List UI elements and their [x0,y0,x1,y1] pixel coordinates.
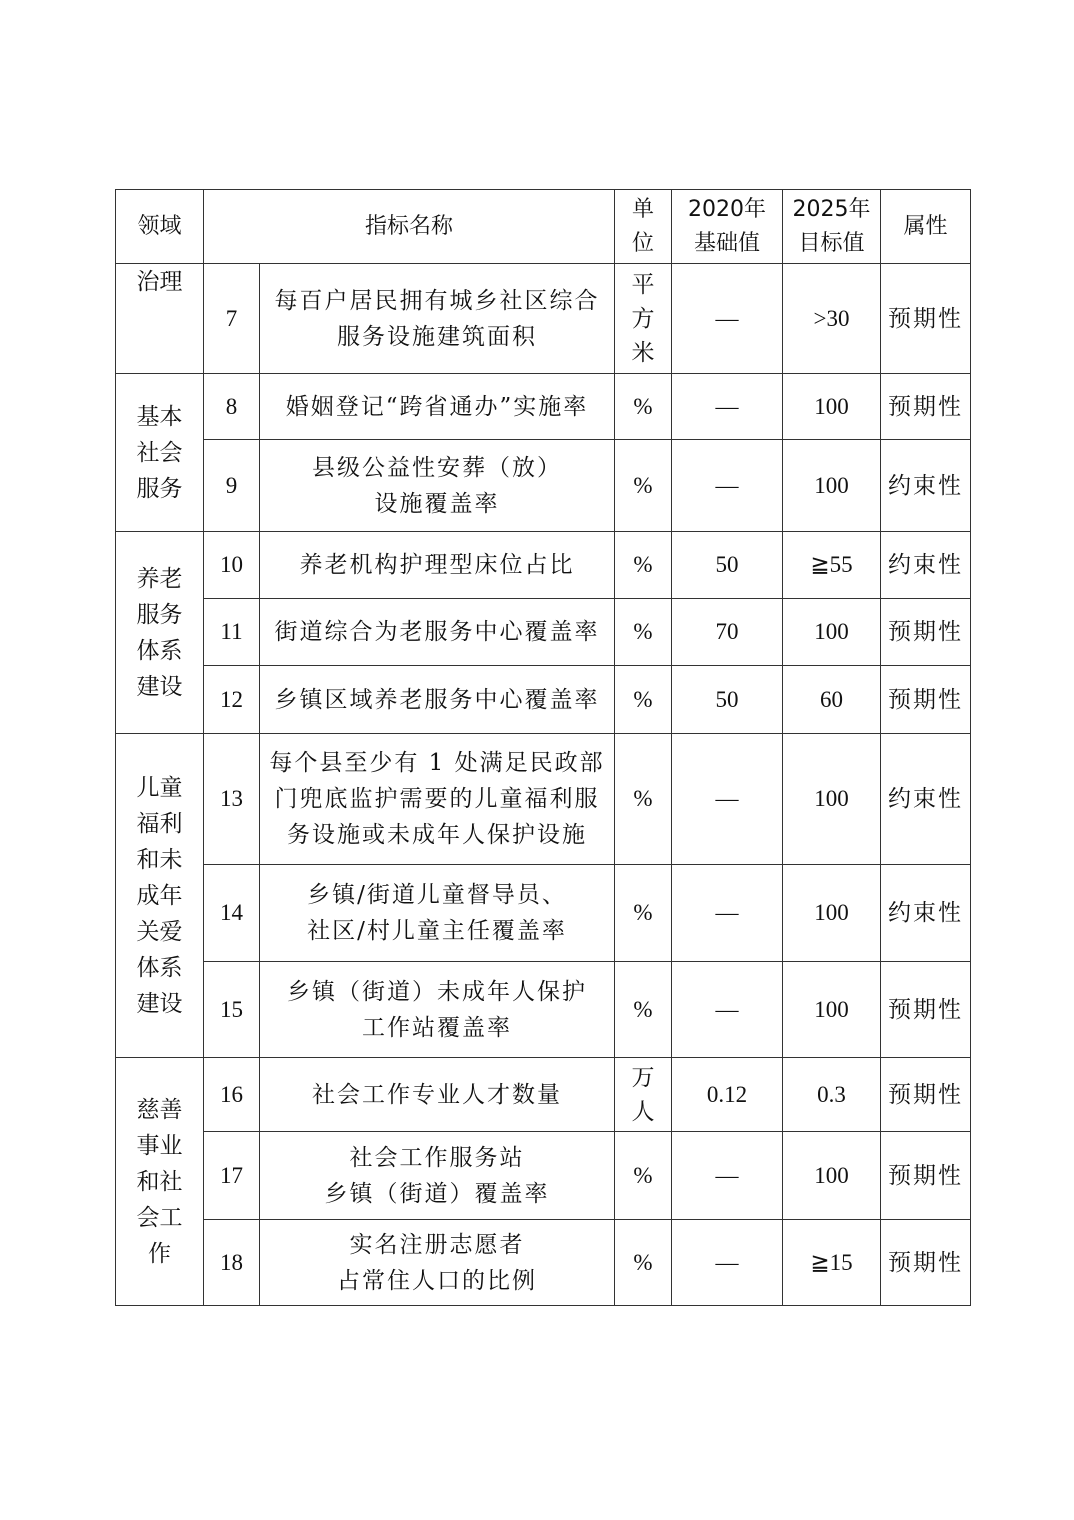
unit-cell: % [615,962,672,1058]
attribute: 约束性 [881,440,971,532]
header-unit: 单 位 [615,190,672,264]
unit-cell: % [615,532,672,599]
base-value: — [672,962,783,1058]
header-attr: 属性 [881,190,971,264]
group-elderly-care: 养老 服务 体系 建设 [116,532,204,734]
group-child-welfare: 儿童 福利 和未 成年 关爱 体系 建设 [116,734,204,1058]
target-value: 100 [783,1132,881,1220]
row-number: 14 [204,865,260,962]
row-number: 13 [204,734,260,865]
indicator-name: 婚姻登记“跨省通办”实施率 [260,374,615,440]
table-row [116,1220,971,1306]
row-number: 9 [204,440,260,532]
base-value: — [672,440,783,532]
attribute: 预期性 [881,1132,971,1220]
unit-cell: % [615,374,672,440]
base-value: — [672,1220,783,1306]
attribute: 预期性 [881,374,971,440]
target-value: 100 [783,440,881,532]
group-charity-social-work: 慈善 事业 和社 会工 作 [116,1058,204,1306]
row-number: 11 [204,599,260,666]
attribute: 约束性 [881,865,971,962]
header-base: 2020年 基础值 [672,190,783,264]
table-row [116,532,971,599]
unit-cell: % [615,734,672,865]
base-value: — [672,1132,783,1220]
indicator-name: 实名注册志愿者 占常住人口的比例 [260,1220,615,1306]
base-value: — [672,865,783,962]
header-row [116,190,971,264]
indicator-name: 社会工作服务站 乡镇（街道）覆盖率 [260,1132,615,1220]
row-number: 10 [204,532,260,599]
row-number: 7 [204,264,260,374]
row-number: 12 [204,666,260,734]
indicator-name: 养老机构护理型床位占比 [260,532,615,599]
unit-cell: 平 方 米 [615,264,672,374]
table-row [116,599,971,666]
attribute: 约束性 [881,734,971,865]
unit-cell: 万 人 [615,1058,672,1132]
indicator-name: 县级公益性安葬（放） 设施覆盖率 [260,440,615,532]
target-value: ≧15 [783,1220,881,1306]
table-row [116,734,971,865]
table-row [116,666,971,734]
target-value: 100 [783,374,881,440]
header-target: 2025年 目标值 [783,190,881,264]
indicator-name: 乡镇/街道儿童督导员、 社区/村儿童主任覆盖率 [260,865,615,962]
attribute: 预期性 [881,1058,971,1132]
target-value: 100 [783,734,881,865]
row-number: 15 [204,962,260,1058]
table-row [116,264,971,374]
base-value: — [672,374,783,440]
table-row [116,865,971,962]
attribute: 预期性 [881,264,971,374]
unit-cell: % [615,666,672,734]
row-number: 16 [204,1058,260,1132]
base-value: 50 [672,532,783,599]
base-value: 50 [672,666,783,734]
table-row [116,374,971,440]
table-row [116,962,971,1058]
target-value: 0.3 [783,1058,881,1132]
table-row [116,1132,971,1220]
indicator-name: 社会工作专业人才数量 [260,1058,615,1132]
target-value: 60 [783,666,881,734]
unit-cell: % [615,599,672,666]
indicator-table [115,189,971,1306]
unit-cell: % [615,1132,672,1220]
base-value: 70 [672,599,783,666]
indicator-name: 乡镇区域养老服务中心覆盖率 [260,666,615,734]
indicator-name: 每百户居民拥有城乡社区综合 服务设施建筑面积 [260,264,615,374]
target-value: ≧55 [783,532,881,599]
target-value: 100 [783,962,881,1058]
row-number: 8 [204,374,260,440]
target-value: 100 [783,865,881,962]
row-number: 17 [204,1132,260,1220]
base-value: — [672,734,783,865]
target-value: >30 [783,264,881,374]
group-governance: 治理 [116,264,204,374]
table-row [116,1058,971,1132]
row-number: 18 [204,1220,260,1306]
attribute: 预期性 [881,666,971,734]
attribute: 预期性 [881,962,971,1058]
attribute: 预期性 [881,599,971,666]
header-name: 指标名称 [204,190,615,264]
unit-cell: % [615,1220,672,1306]
target-value: 100 [783,599,881,666]
base-value: 0.12 [672,1058,783,1132]
attribute: 约束性 [881,532,971,599]
indicator-name: 街道综合为老服务中心覆盖率 [260,599,615,666]
attribute: 预期性 [881,1220,971,1306]
unit-cell: % [615,865,672,962]
base-value: — [672,264,783,374]
indicator-name: 每个县至少有 1 处满足民政部 门兜底监护需要的儿童福利服 务设施或未成年人保护设施 [260,734,615,865]
group-basic-social-service: 基本 社会 服务 [116,374,204,532]
header-domain: 领域 [116,190,204,264]
indicator-name: 乡镇（街道）未成年人保护 工作站覆盖率 [260,962,615,1058]
table-row [116,440,971,532]
unit-cell: % [615,440,672,532]
